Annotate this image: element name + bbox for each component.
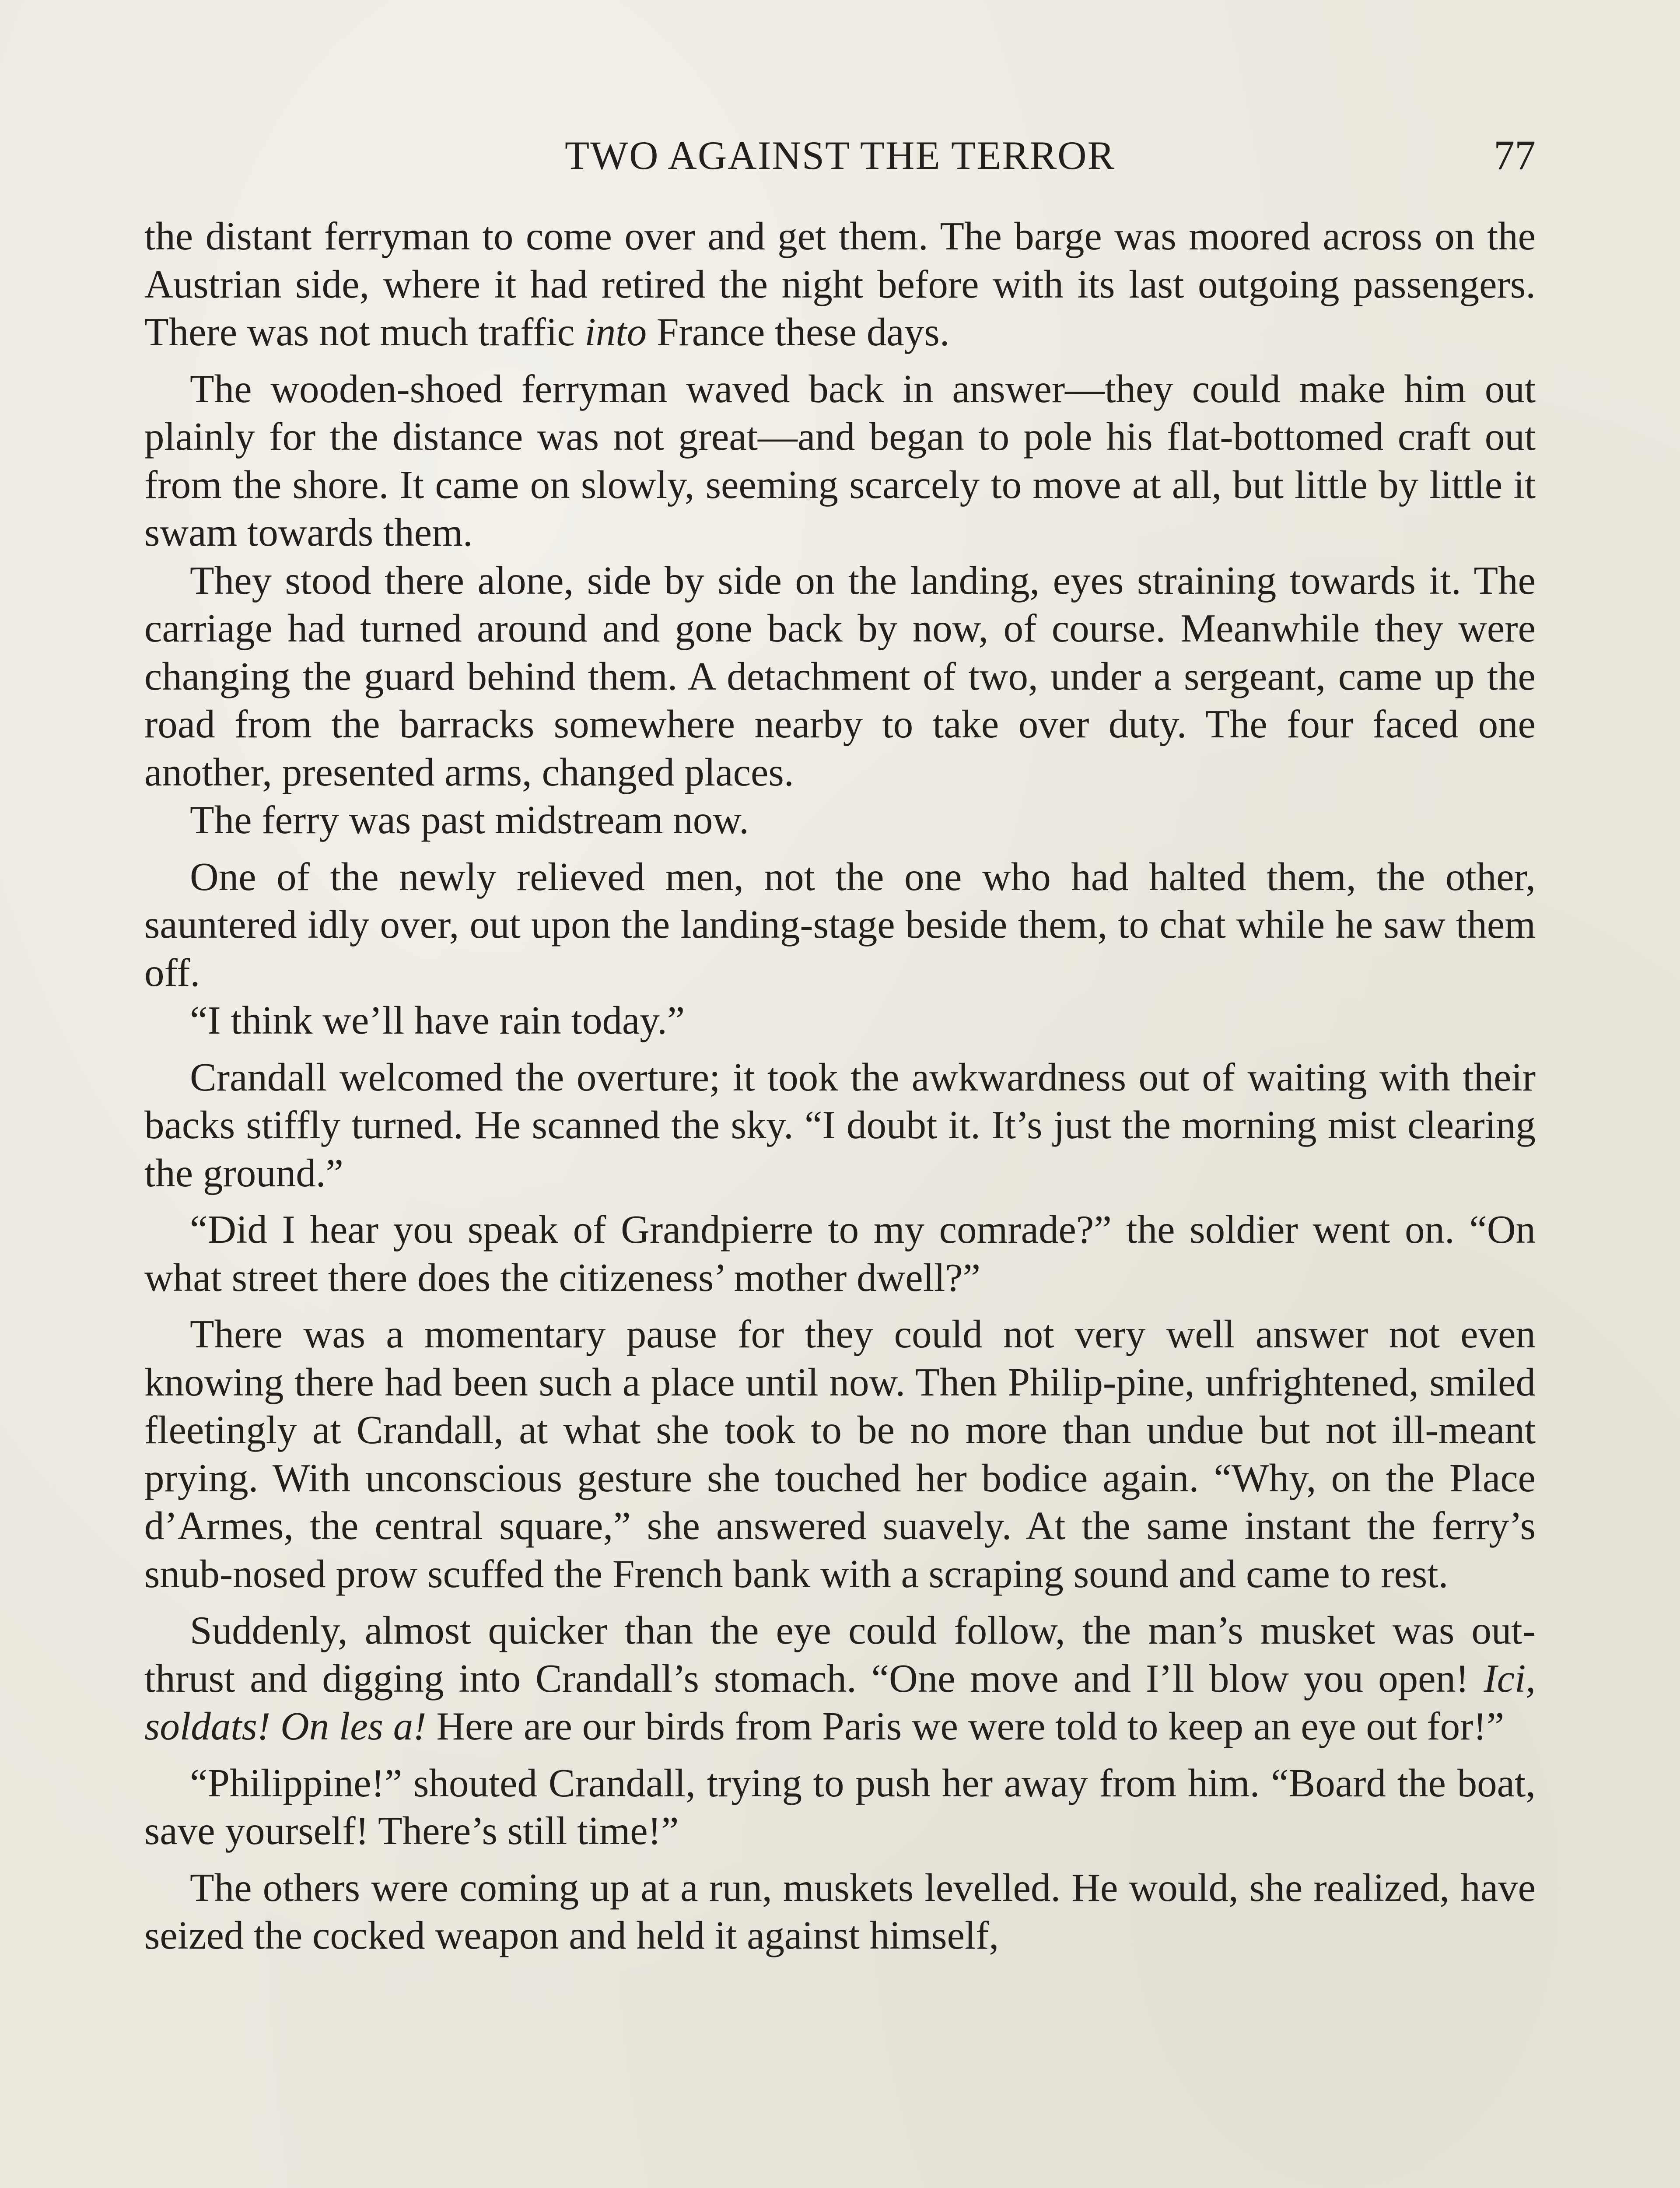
paragraph-2: The wooden-shoed ferryman waved back in answer—they could make him out plainly for the distance was not great—and began to pole his flat-bottomed craft out from the shore. It came on slowly, seeming scarcely to move at all, but little by little it swam towards them.	[144, 366, 1536, 554]
paragraph-1	[144, 212, 1536, 356]
paragraph-8: “Did I hear you speak of Grandpierre to my comrade?” the soldier went on. “On what street there does the citizeness’ mother dwell?”	[144, 1207, 1536, 1300]
paragraph-6: “I think we’ll have rain today.”	[190, 998, 685, 1042]
paragraph-1-text-b: France these days.	[647, 310, 950, 354]
paragraph-10-italic: Ici, soldats! On les a!	[144, 1656, 1536, 1748]
page-number: 77	[1494, 132, 1536, 179]
body-text	[144, 212, 1536, 1968]
paragraph-1-text-a: the distant ferryman to come over and get them. The barge was moored across on the Austrian side, where it had retired the night before with its last outgoing passengers. There was not much traffic	[144, 214, 1536, 354]
paragraph-5: One of the newly relieved men, not the one who had halted them, the other, sauntered idly over, out upon the landing-stage beside them, to chat while he saw them off.	[144, 854, 1536, 995]
running-title: TWO AGAINST THE TERROR	[565, 133, 1115, 178]
paragraph-12: The others were coming up at a run, muskets levelled. He would, she realized, have seized the cocked weapon and held it against himself,	[144, 1865, 1536, 1957]
page-header	[144, 125, 1536, 186]
paragraph-10	[144, 1606, 1536, 1750]
paragraph-4: The ferry was past midstream now.	[190, 798, 749, 842]
paragraph-7: Crandall welcomed the overture; it took the awkwardness out of waiting with their backs stiffly turned. He scanned the sky. “I doubt it. It’s just the morning mist clearing the ground.”	[144, 1055, 1536, 1195]
paragraph-3: They stood there alone, side by side on the landing, eyes straining towards it. The carriage had turned around and gone back by now, of course. Meanwhile they were changing the guard behind them. A detachment of two, under a sergeant, came up the road from the barracks somewhere nearby to take over duty. The four faced one another, presented arms, changed places.	[144, 558, 1536, 794]
paragraph-10-text-a: Suddenly, almost quicker than the eye could follow, the man’s musket was out-thrust and digging into Crandall’s stomach. “One move and I’ll blow you open!	[144, 1608, 1536, 1701]
paragraph-11: “Philippine!” shouted Crandall, trying to push her away from him. “Board the boat, save yourself! There’s still time!”	[144, 1760, 1536, 1853]
paragraph-9: There was a momentary pause for they could not very well answer not even knowing there had been such a place until now. Then Philip-pine, unfrightened, smiled fleetingly at Crandall, at what she took to be no more than undue but not ill-meant prying. With unconscious gesture she touched her bodice again. “Why, on the Place d’Armes, the central square,” she answered suavely. At the same instant the ferry’s snub-nosed prow scuffed the French bank with a scraping sound and came to rest.	[144, 1312, 1536, 1596]
paragraph-10-text-b: Here are our birds from Paris we were told to keep an eye out for!”	[426, 1704, 1505, 1748]
paragraph-1-italic: into	[584, 310, 647, 354]
